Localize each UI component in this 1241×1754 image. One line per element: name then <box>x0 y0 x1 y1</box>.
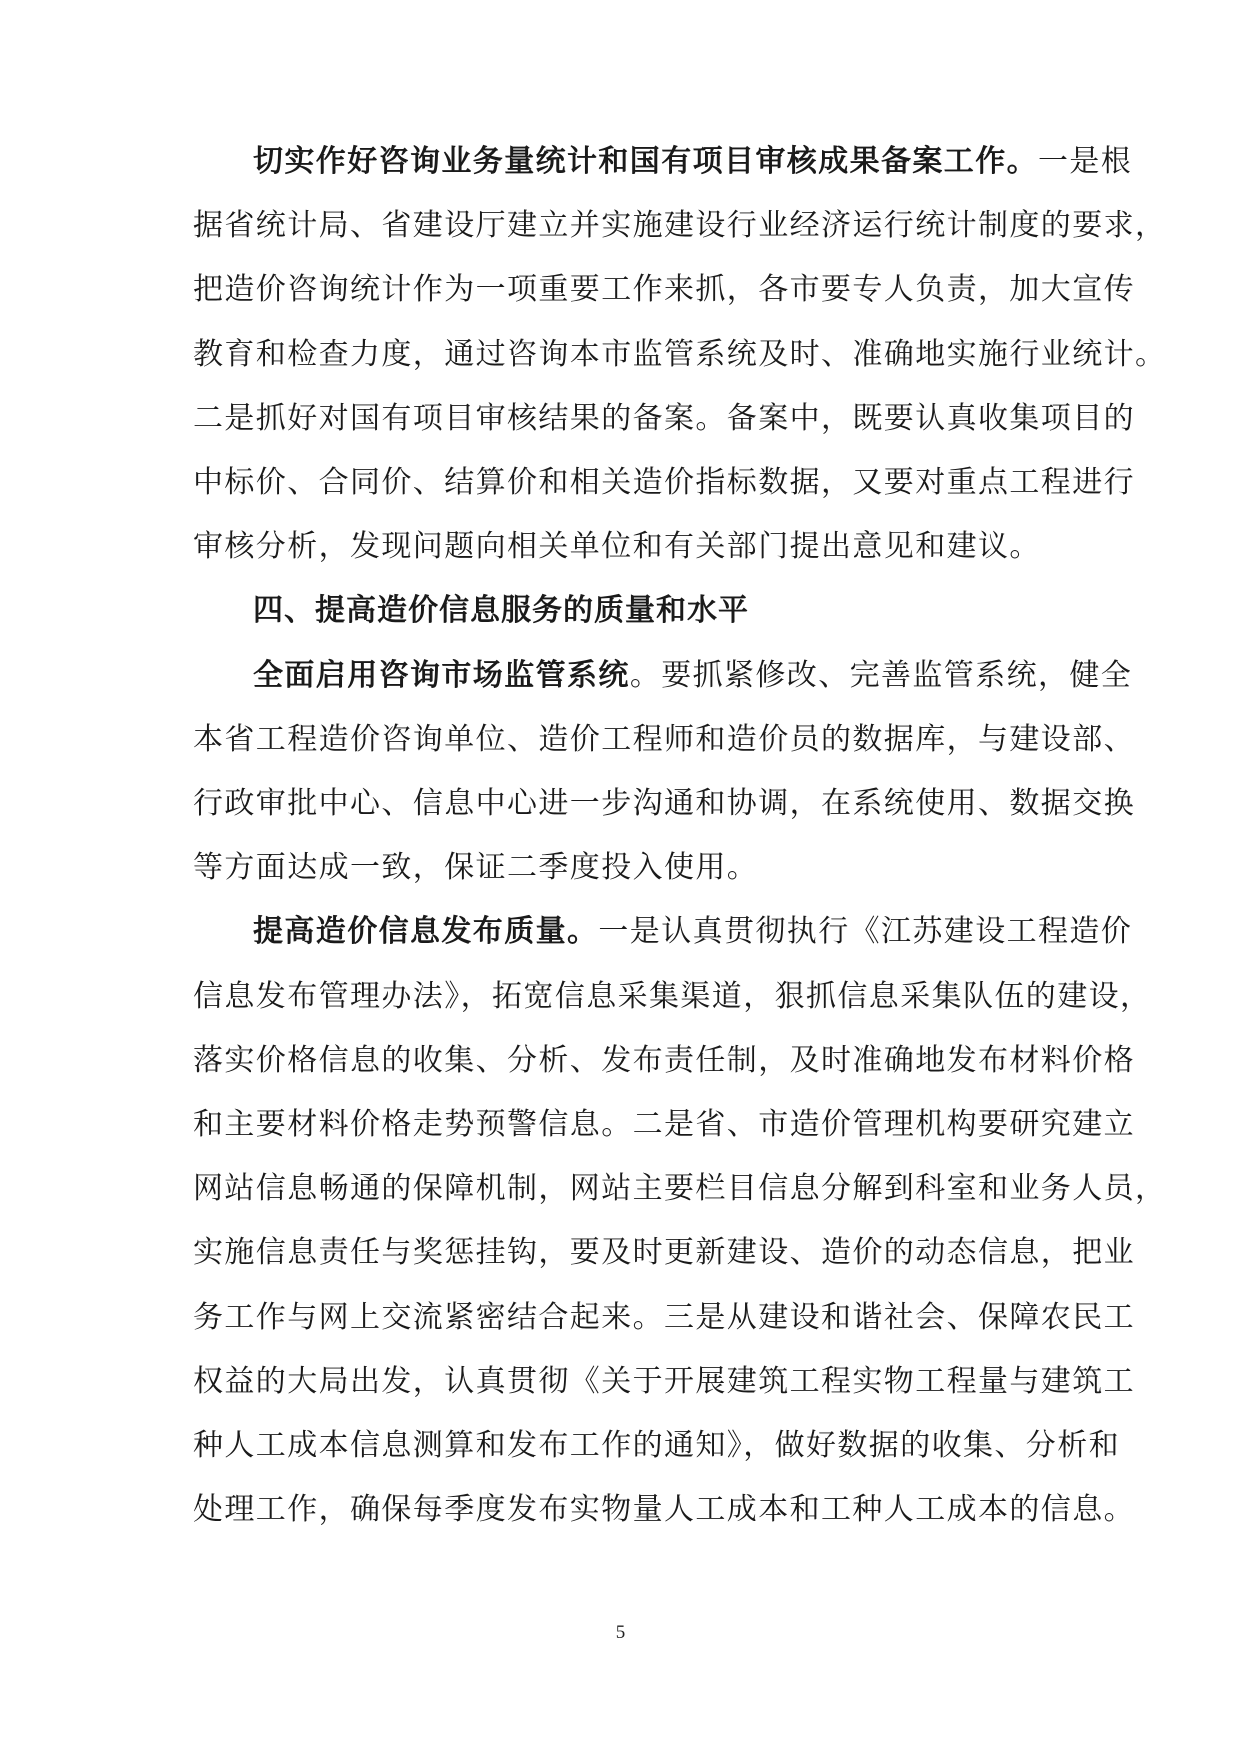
paragraph-lead: 全面启用咨询市场监管系统 <box>253 657 630 693</box>
paragraph-line: 教育和检查力度，通过咨询本市监管系统及时、准确地实施行业统计。 <box>193 336 1167 372</box>
paragraph-line: 中标价、合同价、结算价和相关造价指标数据，又要对重点工程进行 <box>193 465 1135 501</box>
paragraph-line: 二是抓好对国有项目审核结果的备案。备案中，既要认真收集项目的 <box>193 400 1135 436</box>
paragraph-line: 务工作与网上交流紧密结合起来。三是从建设和谐社会、保障农民工 <box>193 1299 1135 1335</box>
paragraph-line: 落实价格信息的收集、分析、发布责任制，及时准确地发布材料价格 <box>193 1042 1135 1078</box>
paragraph-line: 处理工作，确保每季度发布实物量人工成本和工种人工成本的信息。 <box>193 1492 1135 1528</box>
paragraph-line: 全面启用咨询市场监管系统。要抓紧修改、完善监管系统，健全 <box>253 657 1133 693</box>
paragraph-monitoring-system <box>193 644 1135 901</box>
paragraph-line: 据省统计局、省建设厅建立并实施建设行业经济运行统计制度的要求， <box>193 208 1167 244</box>
page-number: 5 <box>615 1622 626 1643</box>
paragraph-line: 本省工程造价咨询单位、造价工程师和造价员的数据库，与建设部、 <box>193 721 1135 757</box>
paragraph-line: 信息发布管理办法》，拓宽信息采集渠道，狠抓信息采集队伍的建设， <box>193 978 1152 1014</box>
paragraph-line: 和主要材料价格走势预警信息。二是省、市造价管理机构要研究建立 <box>193 1107 1135 1143</box>
paragraph-line: 实施信息责任与奖惩挂钩，要及时更新建设、造价的动态信息，把业 <box>193 1235 1135 1271</box>
section-heading: 四、提高造价信息服务的质量和水平 <box>253 593 749 629</box>
paragraph-line: 行政审批中心、信息中心进一步沟通和协调，在系统使用、数据交换 <box>193 786 1135 822</box>
paragraph-line: 把造价咨询统计作为一项重要工作来抓，各市要专人负责，加大宣传 <box>193 272 1135 308</box>
paragraph-line: 等方面达成一致，保证二季度投入使用。 <box>193 850 759 886</box>
paragraph-lead: 提高造价信息发布质量。 <box>253 914 599 950</box>
paragraph-line: 提高造价信息发布质量。一是认真贯彻执行《江苏建设工程造价 <box>253 914 1133 950</box>
paragraph-line: 种人工成本信息测算和发布工作的通知》，做好数据的收集、分析和 <box>193 1428 1120 1464</box>
paragraph-line: 审核分析，发现问题向相关单位和有关部门提出意见和建议。 <box>193 529 1041 565</box>
paragraph-line: 网站信息畅通的保障机制，网站主要栏目信息分解到科室和业务人员， <box>193 1171 1167 1207</box>
paragraph-lead: 切实作好咨询业务量统计和国有项目审核成果备案工作。 <box>253 144 1038 179</box>
document-body <box>193 130 1167 1542</box>
paragraph-statistics <box>193 130 1167 579</box>
paragraph-price-info <box>193 900 1167 1542</box>
paragraph-line: 权益的大局出发，认真贯彻《关于开展建筑工程实物工程量与建筑工 <box>193 1363 1135 1399</box>
paragraph-line: 切实作好咨询业务量统计和国有项目审核成果备案工作。一是根 <box>253 144 1133 179</box>
